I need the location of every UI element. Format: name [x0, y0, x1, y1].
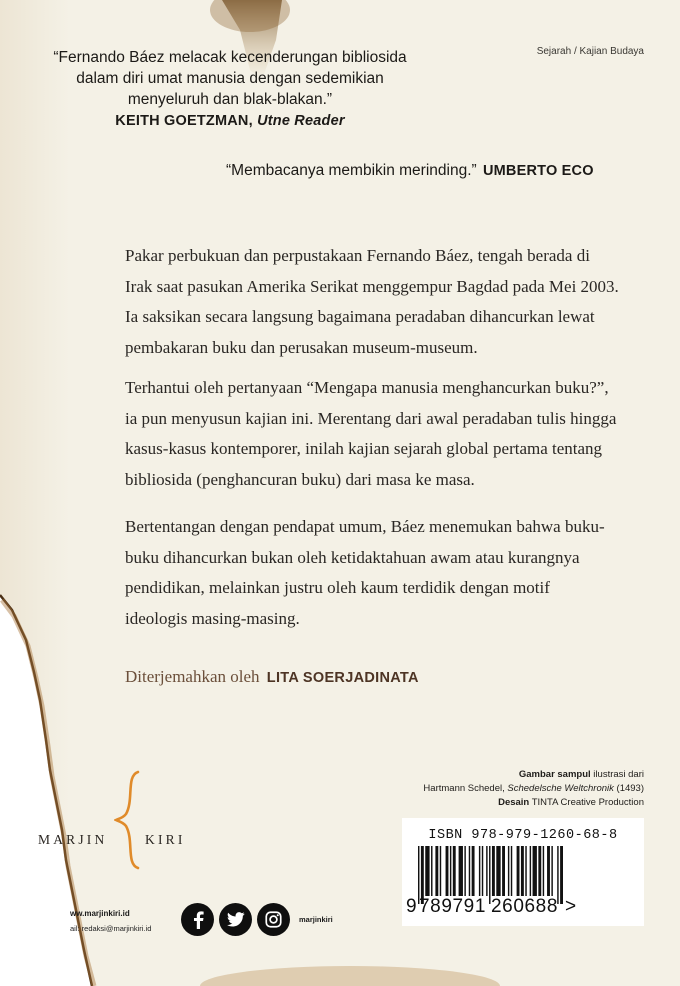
blurb-line: Ia saksikan secara langsung bagaimana peradaban dihancurkan lewat — [125, 307, 595, 326]
blurb-line: ideologis masing-masing. — [125, 608, 300, 628]
barcode-bar — [517, 846, 520, 896]
blurb-line: bibliosida (penghancuran buku) dari masa ke masa. — [125, 469, 475, 489]
logo-word-marjin: MARJIN — [38, 832, 108, 847]
barcode-bar — [450, 846, 451, 896]
blurb-paragraph-3 — [125, 512, 645, 634]
barcode-bar — [425, 846, 429, 896]
logo-word-kiri: KIRI — [145, 832, 186, 847]
genre-label: Sejarah / Kajian Budaya — [536, 46, 644, 57]
blurb-paragraph-1 — [125, 241, 645, 363]
barcode-bar — [530, 846, 531, 896]
social-handle: marjinkiri — [299, 915, 333, 924]
barcode-bar — [464, 846, 465, 896]
quote-line: menyeluruh dan blak-blakan.” — [127, 91, 333, 108]
barcode-bar — [547, 846, 550, 896]
blurb-line: pendidikan, melainkan justru oleh kaum terdidik dengan motif — [125, 578, 550, 597]
blurb-line: Bertentangan dengan pendapat umum, Báez menemukan bahwa buku- — [125, 517, 605, 536]
barcode-bar — [482, 846, 483, 896]
translator-credit — [125, 667, 419, 687]
barcode-bar — [446, 846, 449, 896]
quote-attribution — [20, 111, 440, 132]
blurb-line: ia pun menyusun kajian ini. Merentang dari awal peradaban tulis hingga — [125, 408, 617, 428]
publisher-logo — [30, 770, 220, 870]
credit-line: Gambar sampul ilustrasi dari — [518, 769, 644, 780]
barcode-bar — [440, 846, 441, 896]
review-quote-eco — [226, 162, 594, 180]
isbn-barcode — [402, 818, 644, 926]
blurb-paragraph-2 — [125, 373, 645, 495]
barcode-bar — [508, 846, 509, 896]
credit-label: Gambar sampul — [518, 769, 591, 780]
barcode-bar — [525, 846, 526, 896]
cover-credits — [423, 768, 644, 810]
barcode-bar — [459, 846, 463, 896]
twitter-icon[interactable] — [219, 903, 252, 936]
barcode-arrow: > — [565, 896, 577, 917]
barcode-bar — [511, 846, 512, 896]
translator-name: LITA SOERJADINATA — [266, 670, 419, 686]
barcode-bar — [551, 846, 552, 896]
barcode-bar — [435, 846, 438, 896]
credit-line: Desain TINTA Creative Production — [498, 797, 644, 808]
facebook-icon[interactable] — [181, 903, 214, 936]
barcode-bar — [538, 846, 541, 896]
barcode-bar — [543, 846, 544, 896]
blurb-line: Terhantui oleh pertanyaan “Mengapa manusia menghancurkan buku?”, — [125, 378, 609, 397]
curly-brace-logo-icon — [114, 770, 144, 870]
barcode-bar — [479, 846, 480, 896]
quote-author: UMBERTO ECO — [482, 163, 594, 179]
credit-line: Hartmann Schedel, Schedelsche Weltchronik (1493) — [423, 783, 644, 794]
quote-line: “Fernando Báez melacak kecenderungan bibliosida — [53, 49, 407, 66]
barcode-bar — [472, 846, 475, 896]
quote-author: KEITH GOETZMAN, — [115, 113, 253, 129]
translator-prefix: Diterjemahkan oleh — [125, 667, 260, 686]
barcode-digits-right: 260688 — [491, 896, 559, 917]
barcode-bar — [486, 846, 487, 896]
blurb-line: kasus-kasus kontemporer, inilah kajian sejarah global pertama tentang — [125, 439, 603, 458]
quote-text: “Membacanya membikin merinding.” — [226, 162, 477, 179]
barcode-bar — [533, 846, 537, 896]
publisher-email[interactable]: ail: redaksi@marjinkiri.id — [70, 924, 152, 933]
instagram-icon[interactable] — [257, 903, 290, 936]
barcode-bar — [502, 846, 505, 896]
blurb-line: pembakaran buku dan perusakan museum-museum. — [125, 337, 478, 357]
barcode-digits-left: 789791 — [419, 896, 487, 917]
blurb-line: Pakar perbukuan dan perpustakaan Fernando Báez, tengah berada di — [125, 246, 590, 265]
review-quote-goetzman — [20, 47, 440, 132]
isbn-number: ISBN 978-979-1260-68-8 — [428, 828, 618, 843]
barcode-bar — [492, 846, 495, 896]
quote-line: dalam diri umat manusia dengan sedemikian — [76, 70, 384, 87]
barcode-bar — [496, 846, 500, 896]
blurb-line: Irak saat pasukan Amerika Serikat menggempur Bagdad pada Mei 2003. — [125, 276, 619, 296]
quote-source: Utne Reader — [257, 113, 345, 129]
publisher-website[interactable]: ww.marjinkiri.id — [70, 909, 130, 918]
barcode-digit-first: 9 — [406, 896, 417, 917]
barcode-digits — [406, 896, 576, 918]
credit-label: Desain — [498, 797, 530, 808]
barcode-bar — [469, 846, 470, 896]
blurb-line: buku dihancurkan bukan oleh ketidaktahuan awam atau kurangnya — [125, 547, 580, 567]
barcode-bar — [521, 846, 524, 896]
barcode-bar — [453, 846, 456, 896]
barcode-bar — [431, 846, 432, 896]
social-links — [181, 903, 333, 936]
